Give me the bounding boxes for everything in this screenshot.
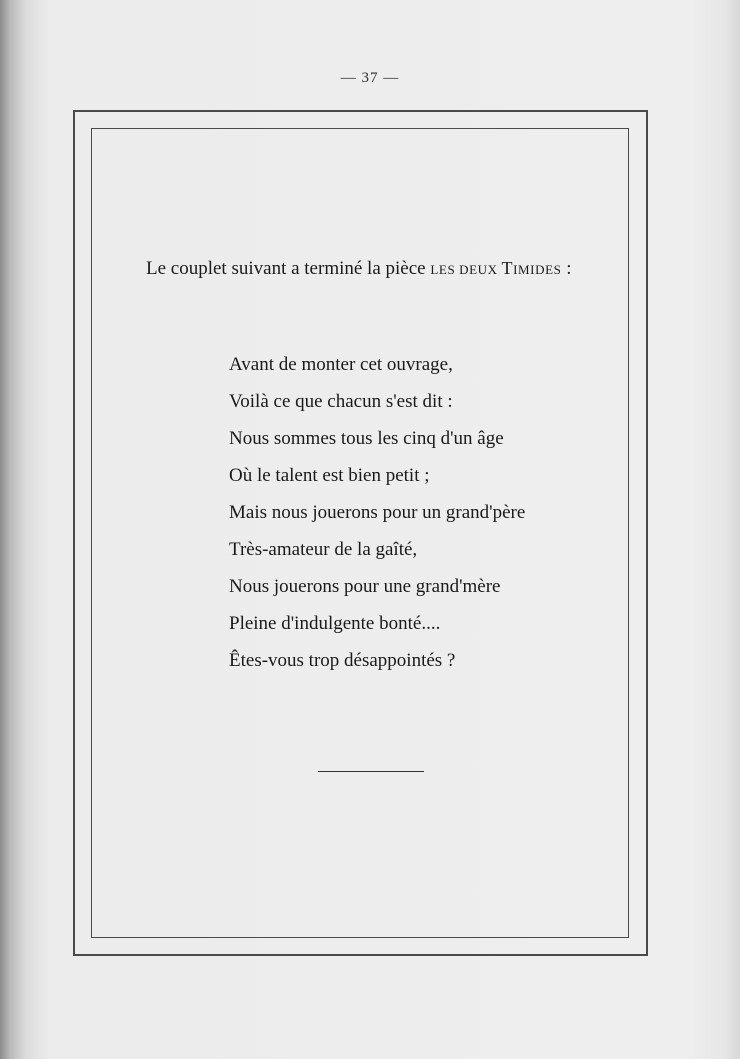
- verse-line: Nous sommes tous les cinq d'un âge: [229, 428, 504, 449]
- verse-line: Êtes-vous trop désappointés ?: [229, 650, 456, 671]
- verse-line: Mais nous jouerons pour un grand'père: [229, 502, 526, 523]
- play-title-prefix: LES DEUX: [430, 262, 502, 277]
- verse-line: Pleine d'indulgente bonté....: [229, 613, 441, 634]
- verse-line: Très-amateur de la gaîté,: [229, 539, 418, 560]
- play-title-capital: T: [501, 258, 514, 278]
- play-title: [430, 258, 562, 278]
- page-number: — 37 —: [340, 70, 400, 86]
- play-title-rest: IMIDES: [513, 262, 562, 277]
- verse-line: Nous jouerons pour une grand'mère: [229, 576, 501, 597]
- intro-text: Le couplet suivant a terminé la pièce: [146, 258, 431, 279]
- intro-line: [146, 258, 572, 280]
- verse-stanza: [229, 346, 525, 679]
- closing-rule: [318, 771, 424, 772]
- verse-line: Où le talent est bien petit ;: [229, 465, 430, 486]
- verse-line: Voilà ce que chacun s'est dit :: [229, 391, 453, 412]
- verse-line: Avant de monter cet ouvrage,: [229, 354, 453, 375]
- intro-punctuation: :: [561, 258, 572, 279]
